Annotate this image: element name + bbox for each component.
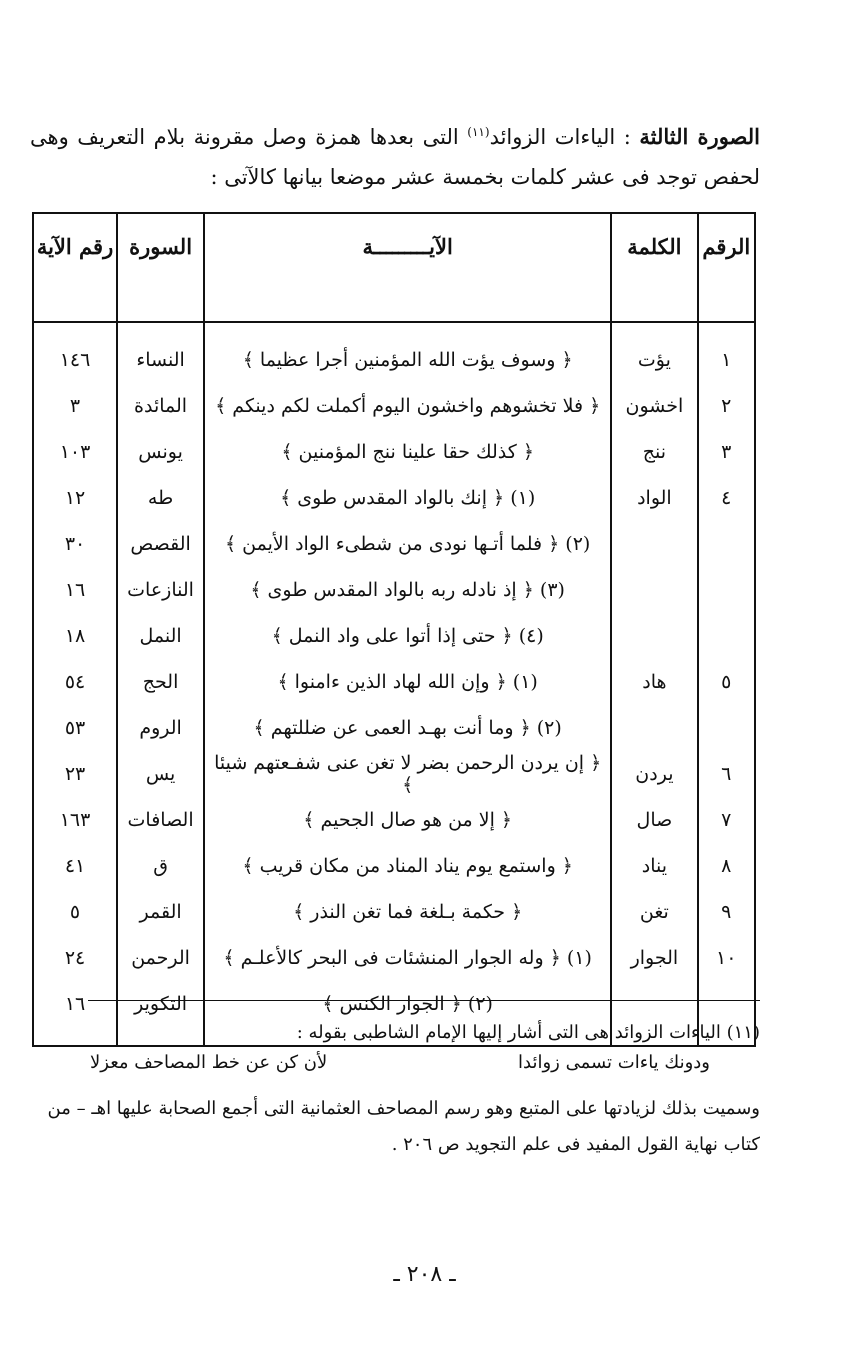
cell-surah: النمل [117, 613, 204, 659]
table-body [33, 322, 755, 1046]
cell-num: ٢ [698, 383, 755, 429]
cell-word: تغن [611, 889, 697, 935]
cell-num: ٥ [698, 659, 755, 705]
cell-aya: ٥٤ [64, 671, 86, 693]
intro-paragraph [30, 112, 760, 197]
cell-num [698, 705, 755, 751]
cell-num [698, 613, 755, 659]
cell-surah: الروم [117, 705, 204, 751]
cell-word: ننج [611, 429, 697, 475]
cell-surah: يس [117, 751, 204, 797]
cell-word: اخشون [611, 383, 697, 429]
cell-num: ٩ [698, 889, 755, 935]
cell-verse: ﴿ حكمة بـلغة فما تغن النذر ﴾ [204, 889, 611, 935]
cell-surah: ق [117, 843, 204, 889]
cell-aya: ١٦٣ [59, 809, 91, 831]
header-aya: رقم الآية [33, 213, 117, 322]
table-row [33, 429, 755, 475]
cell-aya: ١٤٦ [59, 349, 91, 371]
cell-num: ٦ [698, 751, 755, 797]
table-row [33, 797, 755, 843]
cell-num: ٤ [698, 475, 755, 521]
cell-aya: ٢٣ [64, 763, 86, 785]
cell-verse: ﴿ كذلك حقا علينا ننج المؤمنين ﴾ [204, 429, 611, 475]
cell-verse: ﴿ فلا تخشوهم واخشون اليوم أكملت لكم دينكم ﴾ [204, 383, 611, 429]
cell-verse: (٢) ﴿ فلما أتـها نودى من شطىء الواد الأيمن ﴾ [204, 521, 611, 567]
cell-num [698, 521, 755, 567]
table-row [33, 521, 755, 567]
cell-surah: الحج [117, 659, 204, 705]
cell-word [611, 613, 697, 659]
footnote-poem-line [90, 1052, 710, 1073]
cell-aya: ١٠٣ [59, 441, 91, 463]
cell-aya: ٣٠ [64, 533, 86, 555]
cell-aya: ٣ [69, 395, 81, 417]
intro-text-1: : الياءات الزوائد [489, 125, 631, 149]
footnote-ref: (١١) [467, 125, 490, 139]
cell-surah: التكوير [117, 981, 204, 1046]
cell-aya: ١٨ [64, 625, 86, 647]
cell-verse: (١) ﴿ وإن الله لهاد الذين ءامنوا ﴾ [204, 659, 611, 705]
cell-aya: ٥ [69, 901, 81, 923]
table-row [33, 751, 755, 797]
cell-surah: يونس [117, 429, 204, 475]
cell-surah: طه [117, 475, 204, 521]
cell-num: ٣ [698, 429, 755, 475]
cell-num [698, 567, 755, 613]
cell-word: يردن [611, 751, 697, 797]
cell-surah: القصص [117, 521, 204, 567]
cell-word: يؤت [611, 322, 697, 383]
cell-verse: ﴿ واستمع يوم يناد المناد من مكان قريب ﴾ [204, 843, 611, 889]
cell-num: ٧ [698, 797, 755, 843]
cell-num: ٨ [698, 843, 755, 889]
header-word: الكلمة [611, 213, 697, 322]
table-row [33, 322, 755, 383]
table-row [33, 475, 755, 521]
table-row [33, 659, 755, 705]
cell-word [611, 521, 697, 567]
cell-word [611, 705, 697, 751]
cell-aya: ٥٣ [64, 717, 86, 739]
cell-verse: (١) ﴿ إنك بالواد المقدس طوى ﴾ [204, 475, 611, 521]
header-surah: السورة [117, 213, 204, 322]
cell-surah: النساء [117, 322, 204, 383]
table-row [33, 843, 755, 889]
cell-verse: (٢) ﴿ الجوار الكنس ﴾ [204, 981, 611, 1046]
cell-verse: (٣) ﴿ إذ نادله ربه بالواد المقدس طوى ﴾ [204, 567, 611, 613]
header-verse: الآيـــــــــة [204, 213, 611, 322]
cell-word: يناد [611, 843, 697, 889]
poem-hemistich-right: ودونك ياءات تسمى زوائدا [518, 1052, 710, 1073]
footnote-rule [88, 1000, 760, 1001]
footnote-line-4: كتاب نهاية القول المفيد فى علم التجويد ص ٢٠٦ . [391, 1134, 760, 1155]
cell-verse: ﴿ إلا من هو صال الجحيم ﴾ [204, 797, 611, 843]
cell-word: الجوار [611, 935, 697, 981]
cell-aya: ١٦ [64, 993, 86, 1015]
cell-verse: (١) ﴿ وله الجوار المنشئات فى البحر كالأعلـم ﴾ [204, 935, 611, 981]
cell-verse: ﴿ وسوف يؤت الله المؤمنين أجرا عظيما ﴾ [204, 322, 611, 383]
footnote-line-3: وسميت بذلك لزيادتها على المتبع وهو رسم المصاحف العثمانية التى أجمع الصحابة عليها اهـ – من [47, 1098, 760, 1119]
intro-text-2: التى بعدها همزة وصل مقرونة بلام التعريف وهى لحفص توجد فى عشر كلمات بخمسة عشر موضعا بيانها كالآتى : [30, 125, 760, 189]
cell-aya: ١٢ [64, 487, 86, 509]
poem-hemistich-left: لأن كن عن خط المصاحف معزلا [90, 1052, 328, 1073]
footnote-line-1: (١١) الياءات الزوائد هى التى أشار إليها الإمام الشاطبى بقوله : [296, 1022, 760, 1043]
table-row [33, 383, 755, 429]
cell-surah: المائدة [117, 383, 204, 429]
table-row [33, 613, 755, 659]
zawaid-table [32, 212, 756, 1047]
cell-surah: القمر [117, 889, 204, 935]
cell-surah: الصافات [117, 797, 204, 843]
cell-aya: ٢٤ [64, 947, 86, 969]
table-header-row [33, 213, 755, 322]
cell-aya: ١٦ [64, 579, 86, 601]
intro-heading: الصورة الثالثة [639, 124, 760, 149]
cell-word: صال [611, 797, 697, 843]
table-row [33, 935, 755, 981]
cell-word: هاد [611, 659, 697, 705]
cell-num: ١ [698, 322, 755, 383]
cell-verse: (٢) ﴿ وما أنت بهـد العمى عن ضللتهم ﴾ [204, 705, 611, 751]
table-row [33, 705, 755, 751]
cell-surah: الرحمن [117, 935, 204, 981]
table-row [33, 567, 755, 613]
cell-surah: النازعات [117, 567, 204, 613]
cell-word [611, 567, 697, 613]
cell-num: ١٠ [698, 935, 755, 981]
cell-aya: ٤١ [64, 855, 86, 877]
table-row [33, 889, 755, 935]
header-num: الرقم [698, 213, 755, 322]
cell-verse: (٤) ﴿ حتى إذا أتوا على واد النمل ﴾ [204, 613, 611, 659]
cell-word: الواد [611, 475, 697, 521]
cell-verse: ﴿ إن يردن الرحمن بضر لا تغن عنى شفـعتهم شيئا ﴾ [204, 751, 611, 797]
page-number: ـ ٢٠٨ ـ [393, 1262, 456, 1287]
